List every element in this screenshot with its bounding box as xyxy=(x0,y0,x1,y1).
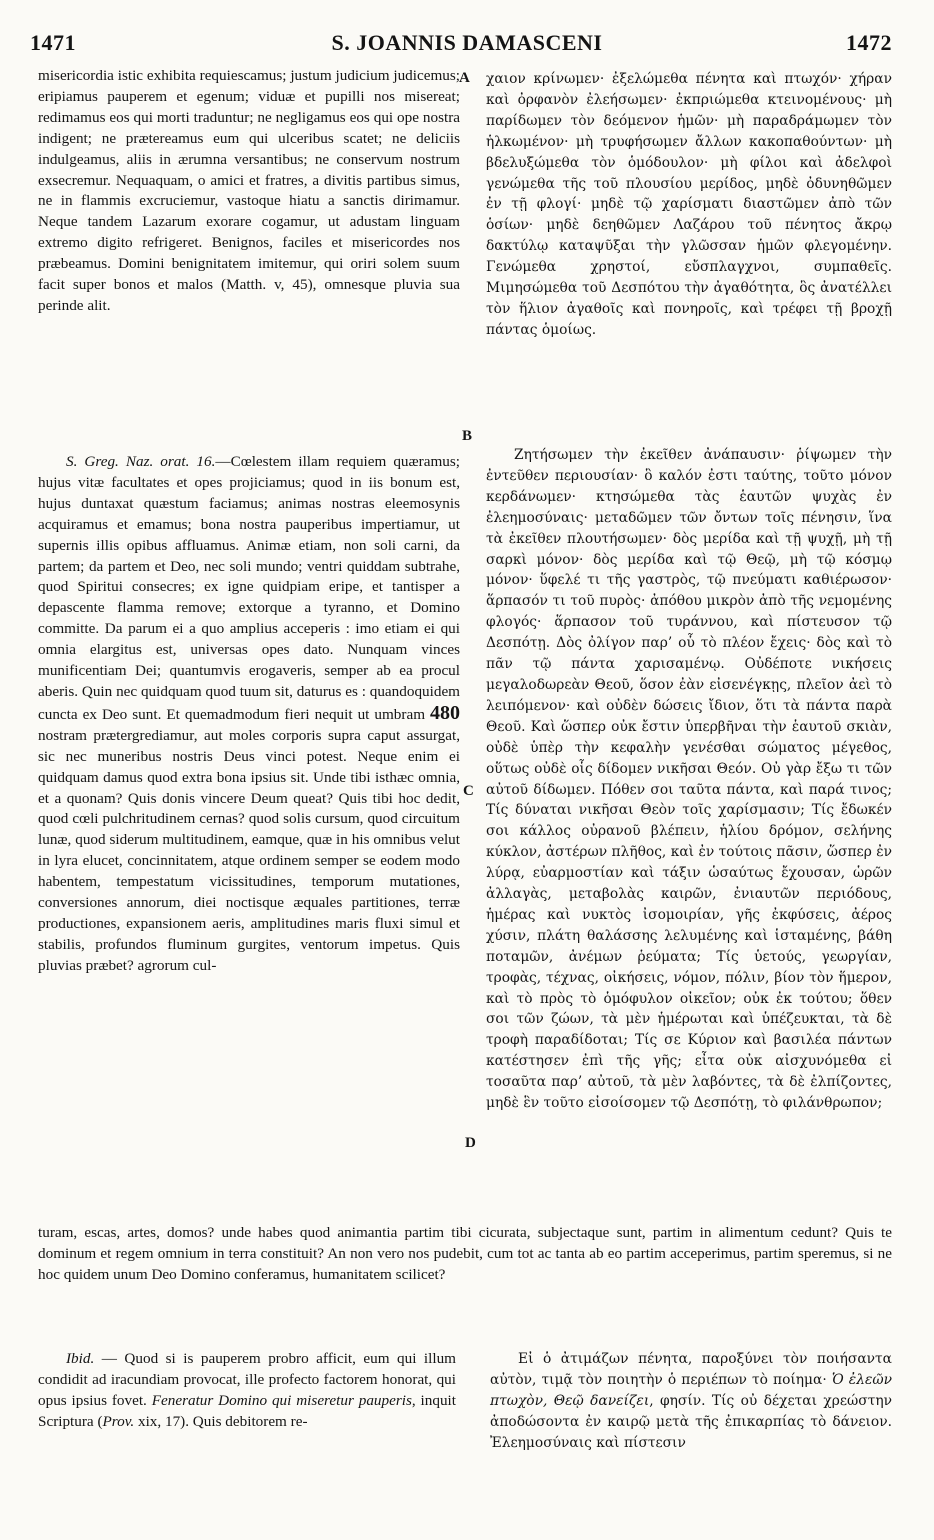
latin-middle-text xyxy=(38,452,460,977)
full-width-paragraph xyxy=(38,1223,892,1286)
greek-scripture-quote: Ὁ ἐλεῶν πτωχὸν, Θεῷ δανείζει xyxy=(490,1371,892,1409)
latin-top-text: misericordia istic exhibita requiescamus; justum judicium judicemus; eripiamus pauperem et egenum; viduæ et pupilli nos misereat; redimamus eos qui morti traduntur; ne negligamus eos qui ope nostra indigent; ne prætereamus eum qui ulceribus scatet; ne deliciis indulgeamus, aliis in ærumna versantibus; ne conservum nostrum exsecremur. Nequaquam, o amici et fratres, a divitis partibus simus, ne in flammis excruciemur, vastoque hiatu a sanctis dirimamur. Neque tandem Lazarum exorare cogamur, ut adustam linguam extremo digito refrigeret. Benignos, faciles et misericordes nos præbeamus. Domini benignitatem imitemur, qui oriri solem suum facit super bonos et malos (Matth. v, 45), omnesque pluvia sua perinde alit. xyxy=(38,67,460,314)
page-header xyxy=(0,30,934,60)
citation-ibid: Ibid. xyxy=(66,1350,95,1367)
scripture-reference: Prov. xyxy=(102,1412,135,1430)
latin-middle-b: nostram prætergrediamur, aut moles corporis supra caput assurgat, sic nec muneribus nostris Deus vinci potest. Neque enim ei quidquam damus quod extra bona ipsius sit. Unde tibi isthæc omnia, et a quonam? Quis donis vincere Deum queat? Quis tibi hoc dedit, quod cœli pulchritudinem cernas? quod solis cursum, quod circuitum lunæ, quod siderum multitudinem, eamque, quæ in his omnibus velut in lyra elucet, concinnitatem, atque ordinem semper se eodem modo habentem, tempestatum vicissitudines, temporum mutationes, conversiones annorum, diei noctisque æquales partitiones, terræ productiones, expansionem aeris, amplitudines maris fluxi simul et stabilis, profundos fluminum gurgites, ventorum impetus. Quis pluvias præbet? agrorum cul- xyxy=(38,726,460,974)
latin-bottom-paragraph xyxy=(38,1349,456,1433)
page-marker: 480 xyxy=(430,701,461,724)
greek-bottom-paragraph xyxy=(490,1349,892,1454)
greek-top-text: χαιον κρίνωμεν· ἐξελώμεθα πένητα καὶ πτωχόν· χήραν καὶ ὀρφανὸν ἐλεήσωμεν· ἐκπριώμεθα κτεινομένους· μὴ παρίδωμεν τὸν δεόμενον ἡμῶν· μὴ παραδράμωμεν τὸν ἡλκωμένον· μὴ τρυφήσωμεν ἄλλων κακοπαθούντων· μὴ βδελυξώμεθα τὸν ὁμόδουλον· μὴ φίλοι καὶ ἀδελφοὶ γενώμεθα τῆς τοῦ πλουσίου μερίδος, μηδὲ ὀδυνηθῶμεν ἐν τῇ φλογί· μηδὲ τῷ χαρίσματι διαστῶμεν ἀπὸ τῶν ὁσίων· μηδὲ δεηθῶμεν Λαζάρου τοῦ πένητος ἄκρῳ δακτύλῳ καταψῦξαι τὴν γλῶσσαν ἡμῶν φλεγομένην. Γενώμεθα χρηστοί, εὔσπλαγχνοι, συμπαθεῖς. Μιμησώμεθα τοῦ Δεσπότου τὴν ἀγαθότητα, ὃς ἀνατέλλει τὸν ἥλιον ἀγαθοῖς καὶ πονηροῖς, καὶ τρέφει τῇ βροχῇ πάντας ὁμοίως. xyxy=(486,71,892,338)
latin-bottom-a: — Quod si is pauperem probro afficit, eum qui illum condidit ad iracundiam provocat, ille profecto factorem honorat, qui opus ipsius fovet. xyxy=(38,1350,456,1409)
left-column-number: 1471 xyxy=(30,30,76,55)
latin-bottom-b: , inquit Scriptura ( xyxy=(38,1391,456,1430)
greek-bottom-text xyxy=(490,1349,892,1454)
margin-letter-b: B xyxy=(462,428,473,444)
latin-top-paragraph xyxy=(38,66,460,317)
margin-letter-c: C xyxy=(463,783,474,799)
margin-letter-d: D xyxy=(465,1135,476,1151)
greek-bottom-a: Εἰ ὁ ἀτιμάζων πένητα, παροξύνει τὸν ποιήσαντα αὐτὸν, τιμᾷ τὸν ποιητὴν ὁ περιέπων τὸ ποίημα· xyxy=(490,1351,892,1388)
greek-middle-paragraph xyxy=(486,445,892,1114)
latin-middle-a: —Cœlestem illam requiem quæramus; hujus vitæ facultates et opes projiciamus; quod in iis bonum est, hujus duntaxat quæstum faciamus; animas nostras eleemosynis acquiramus et emamus; bona nostra pauperibus impertiamur, ut supernis illis opibus affluamus. Animæ etiam, non soli carni, da partem; da partem et Deo, nec soli mundo; ventri quiddam subtrahe, quod Spiritui consecres; ex igne quidpiam eripe, et tantisper a depascente flamma remove; extorque a tyranno, et Domino committe. Da parum ei a quo amplius acceperis : imo etiam ei qui omnia elargitus est, universas opes dato. Nunquam vinces munificentiam Dei; quantumvis erogaveris, semper ab ea procul aberis. Quin nec quidquam quod tuum sit, daturus es : quandoquidem cuncta ex Deo sunt. Et quemadmodum fieri nequit ut umbram xyxy=(38,453,460,723)
latin-middle-paragraph xyxy=(38,452,460,977)
latin-bottom-c: xix, 17). Quis debitorem re- xyxy=(134,1412,308,1430)
scripture-quote: Feneratur Domino qui miseretur pauperis xyxy=(151,1391,412,1409)
greek-middle-text: Ζητήσωμεν τὴν ἐκεῖθεν ἀνάπαυσιν· ῥίψωμεν τὴν ἐντεῦθεν περιουσίαν· ὃ καλόν ἐστι ταύτης, τοῦτο μόνον κερδάνωμεν· κτησώμεθα τὰς ἑαυτῶν ψυχὰς ἐν ἐλεημοσύναις· μεταδῶμεν τῶν ὄντων τοῖς πένησιν, ἵνα τὰ ἐκεῖθεν πλουτήσωμεν· δὸς μερίδα καὶ τῇ ψυχῇ, μὴ τῇ σαρκὶ μόνον· δὸς μερίδα καὶ τῷ Θεῷ, μὴ τῷ κόσμῳ μόνον· ὕφελέ τι τῆς γαστρὸς, τῷ πνεύματι καθιέρωσον· ἅρπασόν τι τοῦ πυρὸς· ἀπόθου μικρὸν ἀπὸ τῆς νεμομένης φλογός· ἅρπασον τοῦ τυράννου, καὶ πίστευσον τῷ Δεσπότῃ. Δὸς ὀλίγον παρ’ οὗ τὸ πλέον ἔχεις· δὸς καὶ τὸ πᾶν τῷ πάντα χαρισαμένῳ. Οὐδέποτε νικήσεις μεγαλοδωρεὰν Θεοῦ, ὅσον ἐὰν εἰσενέγκῃς, πλεῖον ἀεὶ τὸ λειπόμενον· καὶ οὐδὲν δώσεις ἴδιον, ὅτι τὰ πάντα παρὰ Θεοῦ. Καὶ ὥσπερ οὐκ ἔστιν ὑπερβῆναι τὴν ἑαυτοῦ σκιὰν, οὐδὲ ὑπὲρ τὴν κεφαλὴν γενέσθαι σώματος μέγεθος, οὕτως οὐδὲ οἷς δίδομεν νικῆσαι Θεόν. Οὐ γὰρ ἔξω τι τῶν αὐτοῦ δίδωμεν. Πόθεν σοι ταῦτα πάντα, καὶ παρά τινος; Τίς δύναται νικῆσαι Θεὸν τοῖς χαρίσμασιν; Τίς ἔδωκέν σοι κάλλος οὐρανοῦ βλέπειν, ἡλίου δρόμον, σελήνης κύκλον, ἀστέρων πλῆθος, καὶ ἐν τούτοις πᾶσιν, ὥσπερ ἐν λύρᾳ, εὐαρμοστίαν καὶ τάξιν ὡσαύτως ἔχουσαν, ὡρῶν ἀλλαγὰς, μεταβολὰς καιρῶν, ἐνιαυτῶν περιόδους, ἡμέρας καὶ νυκτὸς ἰσομοιρίαν, γῆς ἐκφύσεις, ἀέρος χύσιν, πλάτη θαλάσσης λελυμένης καὶ ἱσταμένης, βάθη ποταμῶν, ἀνέμων ῥεύματα; Τίς ὑετούς, γεωργίαν, τροφὰς, τέχνας, οἰκήσεις, νόμον, πόλιν, βίον τὸν ἥμερον, καὶ τὸ πρὸς τὸ ὁμόφυλον οἰκεῖον; οὐκ ἐκ τούτου; ὅθεν σοι τῶν ζώων, τὰ μὲν ἡμέρωται καὶ ὑπέζευκται, τὰ δὲ τροφὴ παραδίδοται; Τίς σε Κύριον καὶ βασιλέα πάντων κατέστησεν ἐπὶ τῆς γῆς; εἶτα οὐκ αἰσχυνόμεθα εἰ τοσαῦτα παρ’ αὐτοῦ, τὰ μὲν λαβόντες, τὰ δὲ ἐλπίζοντες, μηδὲ ἓν τοῦτο εἰσοίσομεν τῷ Δεσπότῃ, τὸ φιλάνθρωπον; xyxy=(486,447,892,1112)
citation-greg-naz: S. Greg. Naz. orat. 16. xyxy=(66,453,216,470)
greek-top-paragraph xyxy=(486,69,892,341)
margin-letter-a: A xyxy=(459,70,470,86)
right-column-number: 1472 xyxy=(846,30,892,55)
running-title: S. JOANNIS DAMASCENI xyxy=(331,30,603,55)
full-width-text: turam, escas, artes, domos? unde habes quod animantia partim tibi cicurata, subjectaque sunt, partim in alimentum cedunt? Quis te dominum et regem omnium in terra constituit? An non vero nos pudebit, cum tot ac tanta ab eo partim acceperimus, partim speremus, si ne hoc quidem unum Deo Domino conferamus, humanitatem scilicet? xyxy=(38,1224,892,1283)
greek-bottom-b: , φησίν. Τίς οὐ δέχεται χρεώστην ἀποδώσοντα ἐν καιρῷ μετὰ τῆς ἐπικαρπίας τὸ δάνειον. Ἐλεημοσύναις καὶ πίστεσιν xyxy=(490,1392,892,1451)
latin-bottom-text xyxy=(38,1349,456,1433)
